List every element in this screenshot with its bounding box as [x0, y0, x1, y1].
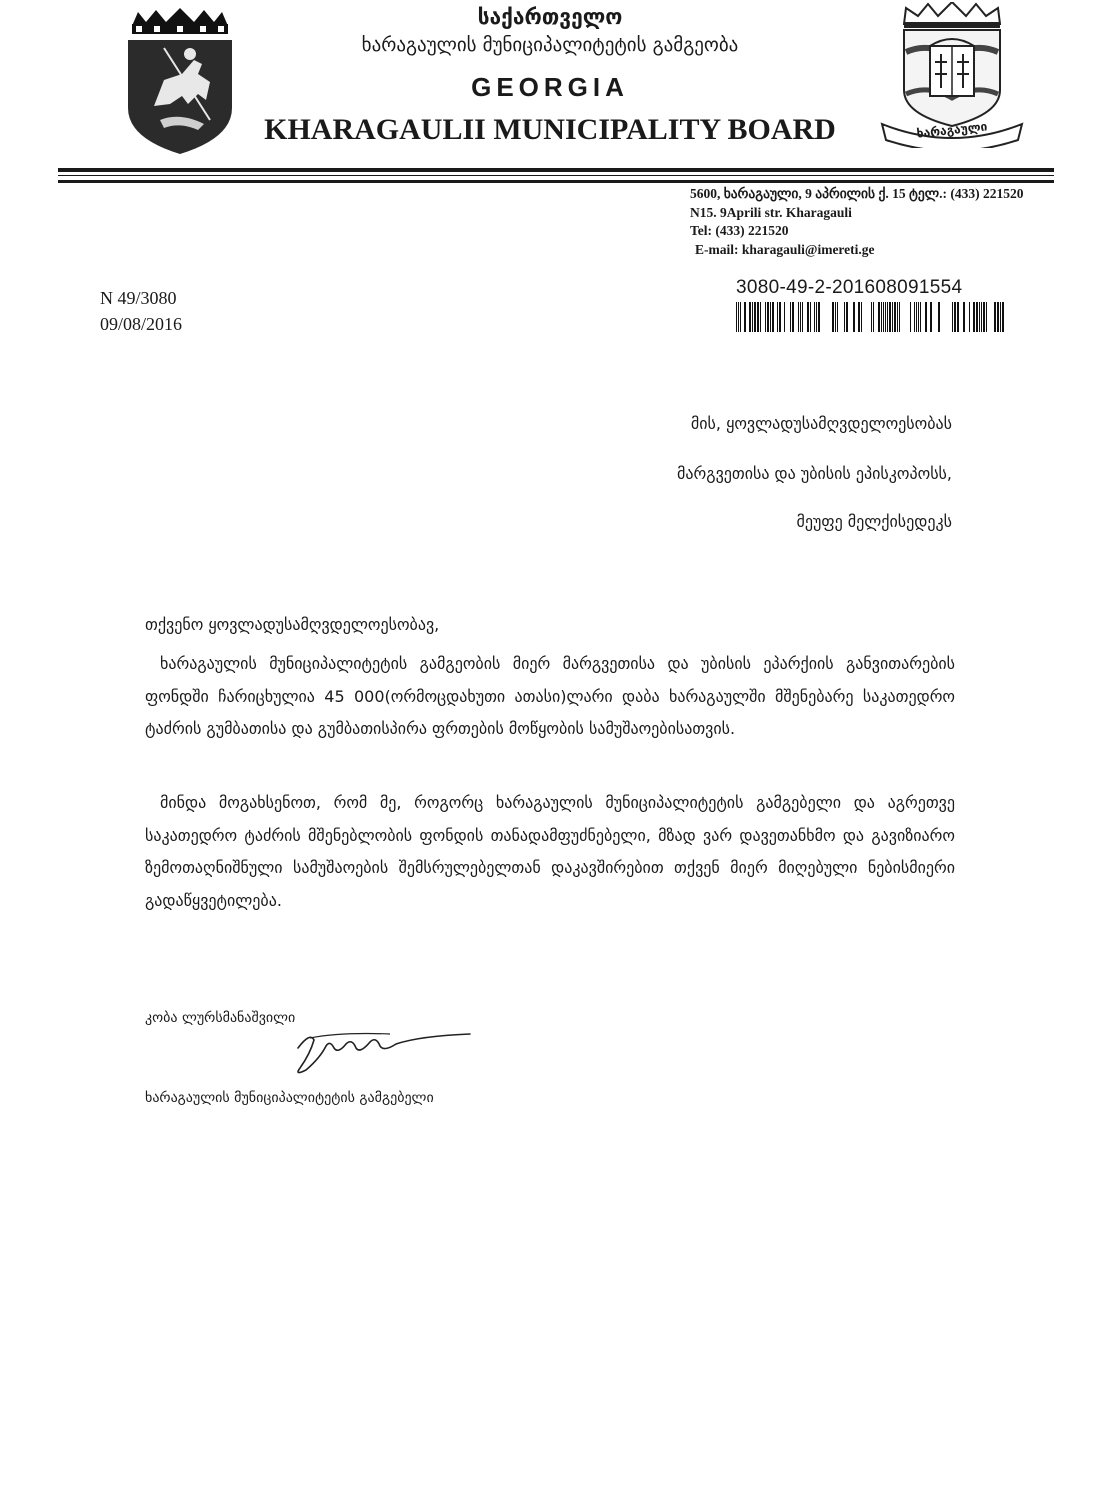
letter-paragraph-2: მინდა მოგახსენოთ, რომ მე, როგორც ხარაგაულის მუნიციპალიტეტის გამგებელი და აგრეთვე საკათედრო ტაძრის მშენებლობის ფონდის თანადამფუძნებელი, მზად ვარ დავეთანხმო და გავიზიარო ზემოთაღნიშნული სამუშაოების შემსრულებელთან დაკავშირებით თქვენ მიერ მიღებული ნებისმიერი გადაწყვეტილება.: [145, 793, 955, 910]
contact-email: E-mail: kharagauli@imereti.ge: [695, 242, 875, 257]
barcode-bar: [981, 302, 982, 332]
barcode-bar: [749, 302, 751, 332]
barcode-bar: [887, 302, 888, 332]
letterhead-divider-thick: [58, 168, 1054, 172]
barcode-bar: [837, 302, 838, 332]
barcode-bar: [973, 302, 975, 332]
barcode-bar: [772, 302, 774, 332]
barcode-bar: [979, 302, 980, 332]
barcode-bar: [807, 302, 809, 332]
document-number: N 49/3080: [100, 288, 177, 308]
addressee-line-1: მის, ყოვლადუსამღვდელოესობას: [690, 414, 952, 433]
letterhead-divider-thin: [58, 175, 1054, 176]
barcode-bar: [853, 302, 855, 332]
barcode-bar: [871, 302, 872, 332]
barcode-bar: [844, 302, 845, 332]
barcode-bar: [963, 302, 965, 332]
barcode-bar: [757, 302, 759, 332]
barcode-bar: [899, 302, 900, 332]
right-emblem-ribbon-text: ხარაგაული: [916, 119, 988, 141]
barcode-bar: [770, 302, 771, 332]
barcode-bar: [883, 302, 884, 332]
signer-name: კობა ლურსმანაშვილი: [145, 1010, 296, 1026]
addressee-line-2: მარგვეთისა და უბისის ეპისკოპოსს,: [677, 464, 952, 483]
barcode-bar: [792, 302, 794, 332]
country-name-english: GEORGIA: [471, 72, 629, 102]
barcode-bar: [914, 302, 915, 332]
barcode-bar: [861, 302, 862, 332]
barcode-bar: [800, 302, 801, 332]
barcode-bar: [892, 302, 893, 332]
barcode-bar: [1000, 302, 1001, 332]
barcode-bar: [767, 302, 769, 332]
barcode-bar: [994, 302, 996, 332]
barcode-bar: [810, 302, 811, 332]
barcode-bar: [878, 302, 880, 332]
board-name-english: KHARAGAULII MUNICIPALITY BOARD: [264, 113, 836, 146]
board-name-georgian: ხარაგაულის მუნიციპალიტეტის გამგეობა: [361, 34, 739, 56]
contact-phone: Tel: (433) 221520: [690, 223, 789, 238]
barcode-bar: [889, 302, 891, 332]
barcode-bar: [744, 302, 746, 332]
barcode-bar: [997, 302, 999, 332]
barcode-bar: [777, 302, 778, 332]
barcode-bar: [846, 302, 848, 332]
barcode-bar: [894, 302, 896, 332]
barcode-bar: [918, 302, 919, 332]
barcode-bar: [925, 302, 927, 332]
barcode-bar: [976, 302, 978, 332]
barcode-bar: [818, 302, 820, 332]
addressee-line-3: მეუფე მელქისედეკს: [796, 512, 952, 531]
handwritten-signature: [280, 1018, 480, 1078]
barcode-bar: [740, 302, 741, 332]
barcode-bar: [738, 302, 739, 332]
left-coat-of-arms: [124, 8, 236, 156]
barcode-bar: [930, 302, 932, 332]
barcode-bar: [885, 302, 886, 332]
contact-address-english: N15. 9Aprili str. Kharagauli: [690, 205, 852, 220]
barcode-bar: [760, 302, 761, 332]
barcode-bar: [798, 302, 799, 332]
signer-title: ხარაგაულის მუნიციპალიტეტის გამგებელი: [145, 1090, 434, 1106]
barcode-bar: [736, 302, 737, 332]
barcode-bar: [816, 302, 817, 332]
barcode-bar: [784, 302, 785, 332]
barcode-icon: [736, 302, 1006, 332]
barcode-bar: [765, 302, 766, 332]
barcode-bar: [835, 302, 836, 332]
contact-address-georgian: 5600, ხარაგაული, 9 აპრილის ქ. 15 ტელ.: (433) 221520: [690, 186, 1024, 201]
barcode-bar: [983, 302, 985, 332]
barcode-bar: [920, 302, 921, 332]
barcode-bar: [873, 302, 874, 332]
barcode-bar: [954, 302, 956, 332]
barcode-bar: [897, 302, 898, 332]
letter-salutation: თქვენო ყოვლადუსამღვდელოესობავ,: [145, 615, 440, 634]
barcode-bar: [969, 302, 970, 332]
barcode-bar: [1002, 302, 1004, 332]
barcode-bar: [858, 302, 860, 332]
document-date: 09/08/2016: [100, 314, 183, 334]
barcode-bar: [814, 302, 815, 332]
letter-paragraph-1: ხარაგაულის მუნიციპალიტეტის გამგეობის მიერ მარგვეთისა და უბისის ეპარქიის განვითარების ფონდში ჩარიცხულია 45 000(ორმოცდახუთი ათასი)ლარი დაბა ხარაგაულში მშენებარე საკათედრო ტაძრის გუმბათისა და გუმბათისპირა ფრთების მოწყობის სამუშაოებისათვის.: [145, 654, 955, 738]
letterhead-divider-lower: [58, 180, 1054, 183]
barcode-bar: [910, 302, 911, 332]
barcode-bar: [957, 302, 959, 332]
right-coat-of-arms: [878, 2, 1026, 148]
barcode-number: 3080-49-2-201608091554: [736, 277, 963, 298]
barcode-bar: [754, 302, 756, 332]
barcode-bar: [779, 302, 781, 332]
barcode-bar: [752, 302, 753, 332]
barcode-bar: [938, 302, 940, 332]
barcode-bar: [916, 302, 917, 332]
barcode-bar: [790, 302, 791, 332]
barcode-bar: [802, 302, 803, 332]
barcode-bar: [881, 302, 882, 332]
barcode-bar: [832, 302, 834, 332]
barcode-bar: [986, 302, 987, 332]
country-name-georgian: საქართველო: [477, 5, 623, 29]
barcode-bar: [952, 302, 953, 332]
